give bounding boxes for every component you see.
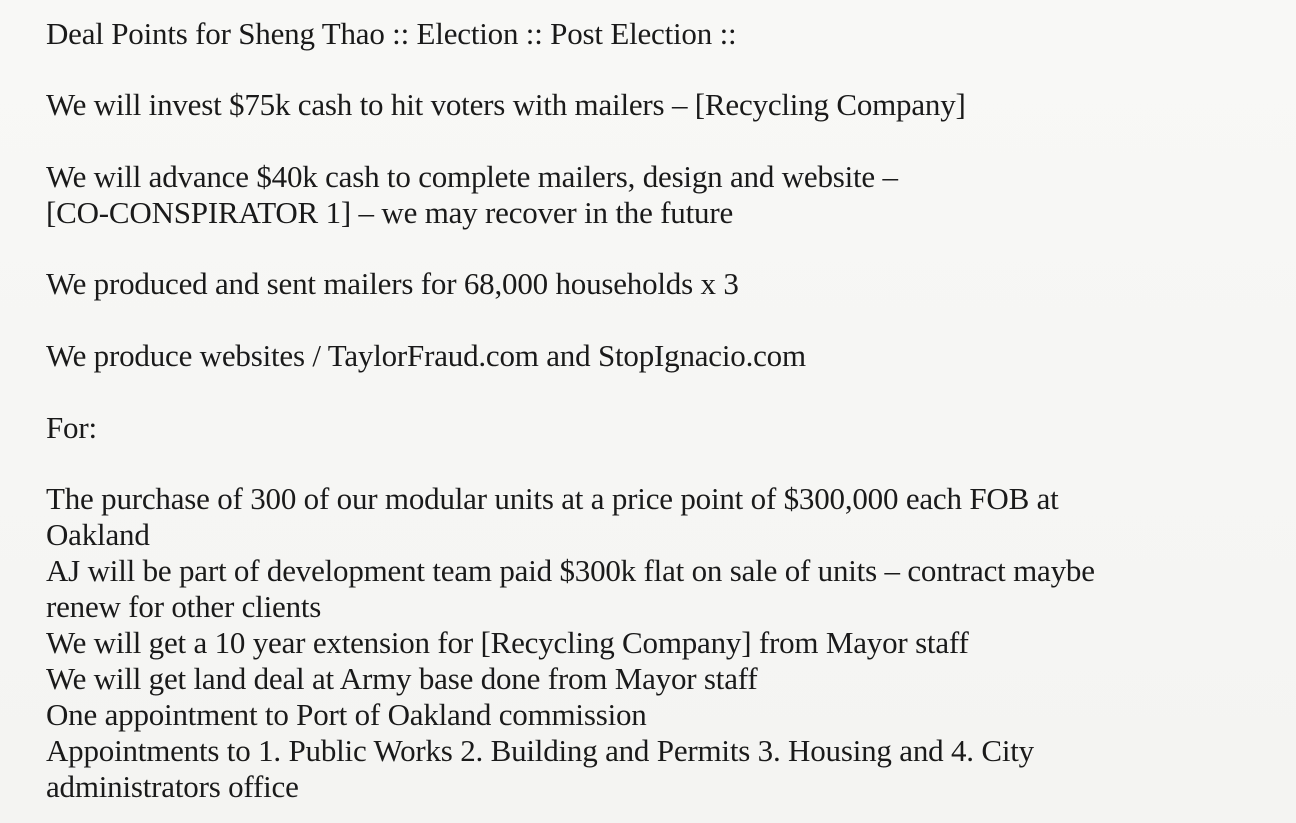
commitment-mailers-sent: We produced and sent mailers for 68,000 households x 3 — [46, 266, 739, 301]
commitment-mailer-investment: We will invest $75k cash to hit voters with mailers – [Recycling Company] — [46, 87, 966, 122]
deal-term-city-appointments-line2: administrators office — [46, 769, 299, 804]
commitment-cash-advance-line1: We will advance $40k cash to complete mailers, design and website – — [46, 159, 898, 194]
deal-term-development-team-line1: AJ will be part of development team paid $300k flat on sale of units – contract maybe — [46, 553, 1095, 588]
commitment-cash-advance-line2: [CO-CONSPIRATOR 1] – we may recover in the future — [46, 195, 734, 230]
deal-term-city-appointments-line1: Appointments to 1. Public Works 2. Building and Permits 3. Housing and 4. City — [46, 733, 1034, 768]
deal-term-recycling-extension: We will get a 10 year extension for [Recycling Company] from Mayor staff — [46, 625, 969, 660]
deal-term-modular-units-line2: Oakland — [46, 517, 150, 552]
deal-term-army-base-land: We will get land deal at Army base done from Mayor staff — [46, 661, 758, 696]
document-header: Deal Points for Sheng Thao :: Election :: Post Election :: — [46, 16, 737, 51]
deal-term-development-team-line2: renew for other clients — [46, 589, 322, 624]
deal-term-port-appointment: One appointment to Port of Oakland commission — [46, 697, 647, 732]
for-label: For: — [46, 410, 97, 445]
commitment-websites: We produce websites / TaylorFraud.com and StopIgnacio.com — [46, 338, 806, 373]
deal-term-modular-units-line1: The purchase of 300 of our modular units at a price point of $300,000 each FOB at — [46, 481, 1059, 516]
